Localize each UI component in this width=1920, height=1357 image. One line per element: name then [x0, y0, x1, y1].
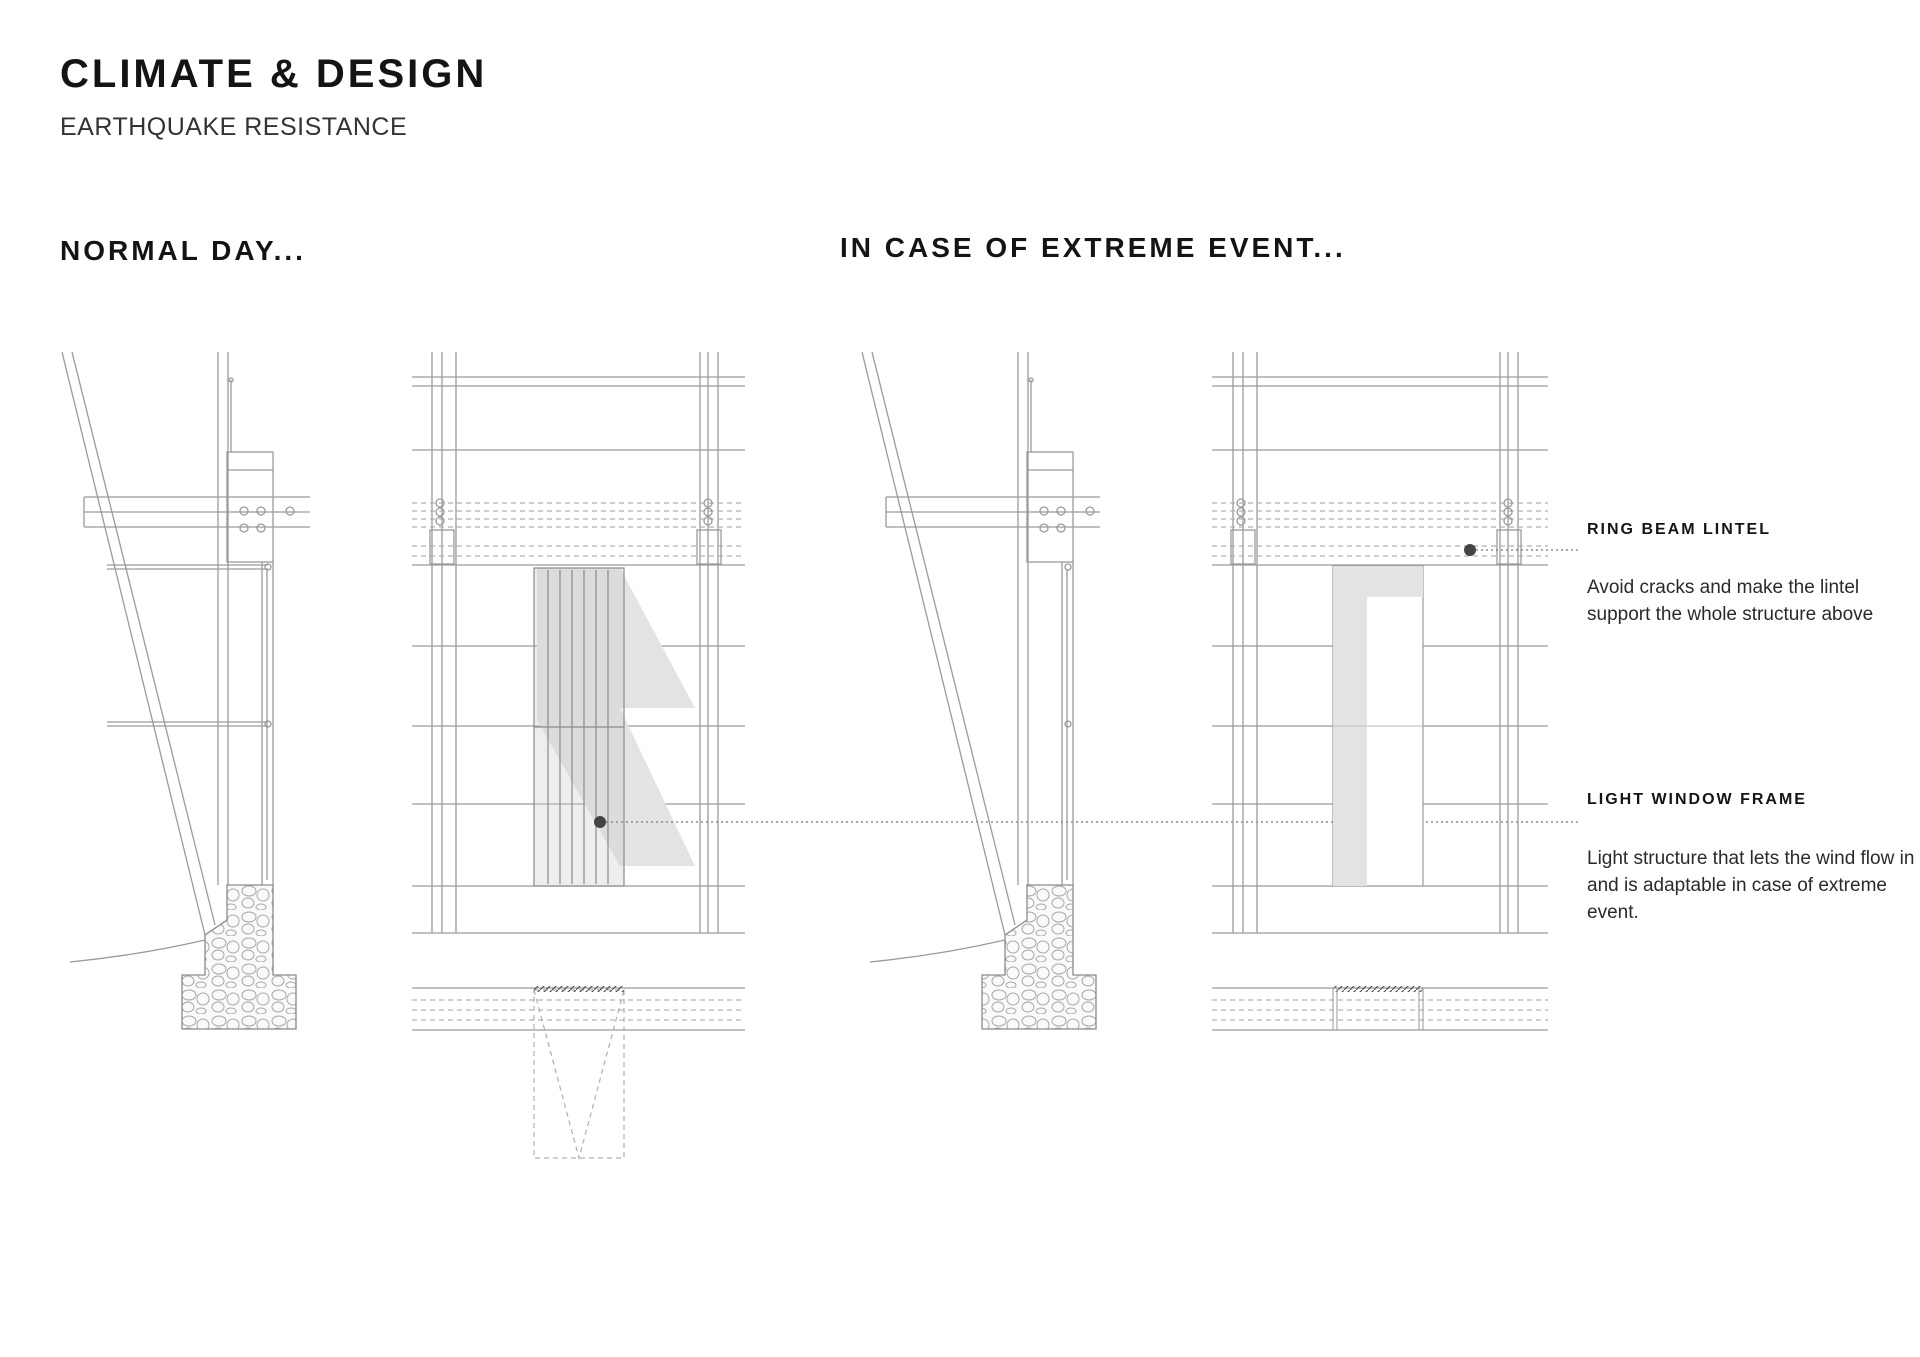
ring-beam-lintel-marker	[1464, 544, 1476, 556]
extreme-sill-drop-right	[1419, 988, 1423, 1030]
ring-beam-lintel-description: Avoid cracks and make the lintel support the whole structure above	[1587, 577, 1874, 625]
extreme-window-sill	[1333, 986, 1423, 992]
normal-window-open-outline	[534, 990, 624, 1158]
extreme-wall-section	[862, 352, 1100, 962]
normal-window-sill	[534, 986, 624, 992]
page-title: CLIMATE & DESIGN	[60, 52, 488, 96]
page-subtitle: EARTHQUAKE RESISTANCE	[60, 113, 408, 141]
extreme-stone-foundation	[982, 885, 1096, 1029]
normal-day-heading: NORMAL DAY...	[60, 235, 306, 266]
extreme-sill-drop-left	[1333, 988, 1337, 1030]
light-window-frame-marker	[594, 816, 606, 828]
normal-wall-section	[62, 352, 310, 962]
ring-beam-lintel-title: RING BEAM LINTEL	[1587, 521, 1771, 538]
extreme-event-heading: IN CASE OF EXTREME EVENT...	[840, 232, 1346, 263]
normal-window-frame	[534, 568, 624, 886]
light-window-frame-description: Light structure that lets the wind flow in and is adaptable in case of extreme event.	[1587, 848, 1915, 923]
normal-stone-foundation	[182, 885, 296, 1029]
light-window-frame-title: LIGHT WINDOW FRAME	[1587, 791, 1807, 808]
